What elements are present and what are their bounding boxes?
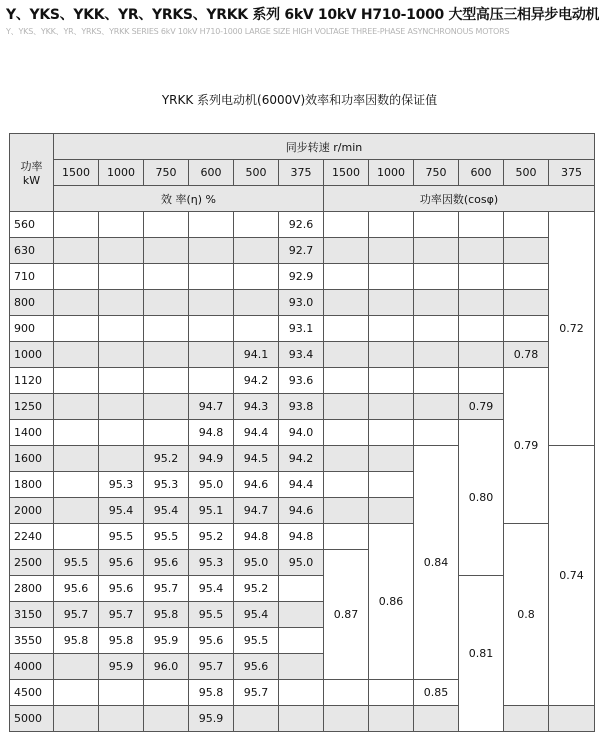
efficiency-cell: 95.8 [144, 602, 189, 628]
pf-speed-600: 600 [459, 160, 504, 186]
power-factor-cell [324, 472, 369, 498]
page-header [6, 4, 599, 37]
table-row [10, 316, 595, 342]
power-factor-cell [369, 342, 414, 368]
efficiency-cell [189, 368, 234, 394]
efficiency-cell [99, 342, 144, 368]
efficiency-cell: 95.8 [99, 628, 144, 654]
power-factor-cell: 0.85 [414, 680, 459, 706]
power-factor-cell [369, 680, 414, 706]
efficiency-cell: 95.5 [99, 524, 144, 550]
efficiency-cell: 95.9 [144, 628, 189, 654]
power-factor-cell [369, 394, 414, 420]
table-row [10, 368, 595, 394]
efficiency-cell [54, 654, 99, 680]
power-factor-cell [369, 212, 414, 238]
efficiency-cell: 95.4 [144, 498, 189, 524]
table-row [10, 524, 595, 550]
efficiency-cell: 95.6 [99, 550, 144, 576]
efficiency-cell: 95.6 [234, 654, 279, 680]
efficiency-cell [54, 290, 99, 316]
power-cell: 3550 [10, 628, 54, 654]
efficiency-cell [99, 368, 144, 394]
table-row [10, 290, 595, 316]
efficiency-cell: 95.5 [189, 602, 234, 628]
table-row [10, 706, 595, 732]
power-cell: 800 [10, 290, 54, 316]
efficiency-cell [99, 446, 144, 472]
power-factor-cell [369, 290, 414, 316]
efficiency-cell: 95.8 [189, 680, 234, 706]
power-factor-cell [324, 342, 369, 368]
efficiency-cell: 93.4 [279, 342, 324, 368]
power-factor-cell [414, 316, 459, 342]
power-factor-cell [324, 446, 369, 472]
power-cell: 1120 [10, 368, 54, 394]
efficiency-cell: 95.5 [234, 628, 279, 654]
efficiency-cell [189, 316, 234, 342]
efficiency-cell: 95.7 [99, 602, 144, 628]
eff-speed-750: 750 [144, 160, 189, 186]
efficiency-cell [99, 316, 144, 342]
power-factor-cell [324, 238, 369, 264]
efficiency-cell [144, 394, 189, 420]
power-factor-cell [414, 290, 459, 316]
efficiency-cell: 95.7 [54, 602, 99, 628]
efficiency-cell [279, 654, 324, 680]
efficiency-cell: 94.4 [234, 420, 279, 446]
power-factor-cell [369, 238, 414, 264]
power-factor-cell [504, 264, 549, 290]
pf-speed-1500: 1500 [324, 160, 369, 186]
efficiency-cell [144, 368, 189, 394]
power-factor-cell [549, 706, 595, 732]
efficiency-cell: 95.1 [189, 498, 234, 524]
power-factor-cell [459, 238, 504, 264]
power-factor-cell [324, 680, 369, 706]
pf-speed-500: 500 [504, 160, 549, 186]
power-factor-cell [324, 290, 369, 316]
power-factor-cell [369, 316, 414, 342]
power-factor-cell [414, 368, 459, 394]
power-factor-cell: 0.81 [459, 576, 504, 732]
efficiency-cell [54, 238, 99, 264]
efficiency-cell: 95.7 [189, 654, 234, 680]
efficiency-cell: 95.3 [99, 472, 144, 498]
efficiency-cell: 95.4 [234, 602, 279, 628]
efficiency-cell: 92.7 [279, 238, 324, 264]
efficiency-cell [144, 680, 189, 706]
efficiency-cell: 93.8 [279, 394, 324, 420]
efficiency-cell: 95.3 [144, 472, 189, 498]
pf-speed-1000: 1000 [369, 160, 414, 186]
power-cell: 3150 [10, 602, 54, 628]
efficiency-cell: 95.0 [279, 550, 324, 576]
efficiency-cell [279, 602, 324, 628]
efficiency-cell [99, 238, 144, 264]
efficiency-cell [54, 524, 99, 550]
efficiency-cell: 95.9 [189, 706, 234, 732]
power-factor-cell [324, 524, 369, 550]
power-factor-cell: 0.80 [459, 420, 504, 576]
efficiency-cell: 95.6 [54, 576, 99, 602]
efficiency-cell [144, 264, 189, 290]
power-factor-cell: 0.72 [549, 212, 595, 446]
power-factor-cell [369, 264, 414, 290]
efficiency-cell [189, 212, 234, 238]
efficiency-cell [54, 680, 99, 706]
power-factor-cell [459, 290, 504, 316]
efficiency-cell: 95.2 [234, 576, 279, 602]
efficiency-cell: 95.4 [189, 576, 234, 602]
efficiency-cell [234, 290, 279, 316]
efficiency-cell [189, 342, 234, 368]
power-factor-cell [459, 368, 504, 394]
power-factor-cell [414, 394, 459, 420]
efficiency-cell [234, 212, 279, 238]
efficiency-cell: 94.8 [279, 524, 324, 550]
efficiency-cell: 95.6 [144, 550, 189, 576]
power-factor-cell [459, 342, 504, 368]
efficiency-cell: 94.0 [279, 420, 324, 446]
efficiency-cell: 96.0 [144, 654, 189, 680]
efficiency-cell [54, 212, 99, 238]
power-cell: 5000 [10, 706, 54, 732]
efficiency-cell: 95.4 [99, 498, 144, 524]
power-cell: 630 [10, 238, 54, 264]
efficiency-cell [54, 420, 99, 446]
efficiency-cell [279, 576, 324, 602]
power-factor-cell [324, 212, 369, 238]
power-cell: 2240 [10, 524, 54, 550]
efficiency-cell [54, 264, 99, 290]
efficiency-cell: 95.7 [144, 576, 189, 602]
table-body [10, 212, 595, 732]
efficiency-cell: 94.8 [234, 524, 279, 550]
efficiency-cell: 93.1 [279, 316, 324, 342]
power-cell: 710 [10, 264, 54, 290]
efficiency-cell [54, 498, 99, 524]
efficiency-cell: 95.2 [144, 446, 189, 472]
efficiency-cell: 94.8 [189, 420, 234, 446]
efficiency-cell: 95.2 [189, 524, 234, 550]
efficiency-cell: 94.6 [234, 472, 279, 498]
efficiency-cell [99, 706, 144, 732]
table-row [10, 342, 595, 368]
power-factor-cell [369, 472, 414, 498]
efficiency-cell: 94.5 [234, 446, 279, 472]
efficiency-cell: 94.6 [279, 498, 324, 524]
table-caption: YRKK 系列电动机(6000V)效率和功率因数的保证值 [161, 93, 438, 107]
efficiency-cell [54, 394, 99, 420]
power-factor-cell [324, 420, 369, 446]
speed-row [10, 160, 595, 186]
power-factor-cell [369, 446, 414, 472]
power-cell: 1600 [10, 446, 54, 472]
efficiency-cell: 95.7 [234, 680, 279, 706]
power-cell: 4000 [10, 654, 54, 680]
power-factor-cell [324, 498, 369, 524]
power-cell: 1000 [10, 342, 54, 368]
efficiency-cell: 95.0 [234, 550, 279, 576]
table-row [10, 264, 595, 290]
efficiency-cell: 95.5 [54, 550, 99, 576]
power-factor-cell [414, 212, 459, 238]
power-cell: 1400 [10, 420, 54, 446]
efficiency-cell [189, 238, 234, 264]
efficiency-cell [144, 290, 189, 316]
efficiency-cell [189, 290, 234, 316]
power-factor-cell [504, 238, 549, 264]
efficiency-cell [144, 316, 189, 342]
efficiency-cell [99, 264, 144, 290]
eff-speed-500: 500 [234, 160, 279, 186]
power-unit-label: kW [22, 174, 41, 187]
power-cell: 4500 [10, 680, 54, 706]
power-factor-cell [324, 316, 369, 342]
efficiency-cell [144, 420, 189, 446]
efficiency-cell [234, 264, 279, 290]
page-subtitle: Y、YKS、YKK、YR、YRKS、YRKK SERIES 6kV 10kV H710-1000 LARGE SIZE HIGH VOLTAGE THREE-PHASE ASYNCHRONOUS MOTORS [6, 27, 510, 36]
efficiency-cell [99, 394, 144, 420]
efficiency-cell: 94.2 [234, 368, 279, 394]
efficiency-cell [99, 212, 144, 238]
power-cell: 2000 [10, 498, 54, 524]
efficiency-cell: 93.0 [279, 290, 324, 316]
power-factor-cell: 0.79 [504, 368, 549, 524]
efficiency-cell: 95.6 [99, 576, 144, 602]
efficiency-cell [144, 342, 189, 368]
efficiency-cell: 92.9 [279, 264, 324, 290]
speed-header: 同步转速 r/min [54, 134, 595, 160]
efficiency-cell [234, 316, 279, 342]
power-factor-cell [414, 420, 459, 446]
power-factor-cell [324, 368, 369, 394]
efficiency-power-factor-table [9, 133, 595, 732]
power-factor-cell: 0.79 [459, 394, 504, 420]
efficiency-cell [234, 238, 279, 264]
power-factor-cell [369, 706, 414, 732]
efficiency-cell [54, 446, 99, 472]
efficiency-cell: 95.6 [189, 628, 234, 654]
power-factor-cell [414, 706, 459, 732]
power-factor-cell [459, 264, 504, 290]
power-factor-cell [369, 368, 414, 394]
efficiency-cell [234, 706, 279, 732]
power-factor-cell [369, 498, 414, 524]
eff-speed-375: 375 [279, 160, 324, 186]
power-factor-cell [369, 420, 414, 446]
efficiency-cell: 95.3 [189, 550, 234, 576]
efficiency-cell [189, 264, 234, 290]
efficiency-cell: 94.7 [234, 498, 279, 524]
efficiency-cell [54, 368, 99, 394]
power-cell: 2800 [10, 576, 54, 602]
eff-speed-1500: 1500 [54, 160, 99, 186]
efficiency-cell: 94.1 [234, 342, 279, 368]
power-factor-cell [414, 238, 459, 264]
efficiency-cell: 95.5 [144, 524, 189, 550]
efficiency-cell [54, 342, 99, 368]
efficiency-cell [144, 212, 189, 238]
table-row [10, 212, 595, 238]
power-cell: 900 [10, 316, 54, 342]
power-factor-cell [414, 342, 459, 368]
power-factor-header: 功率因数(cosφ) [324, 186, 595, 212]
power-factor-cell: 0.8 [504, 524, 549, 706]
page-title: Y、YKS、YKK、YR、YRKS、YRKK 系列 6kV 10kV H710-1000 大型高压三相异步电动机 [6, 7, 599, 23]
power-factor-cell [459, 212, 504, 238]
table-row [10, 238, 595, 264]
power-factor-cell: 0.86 [369, 524, 414, 680]
power-factor-cell: 0.87 [324, 550, 369, 680]
efficiency-cell [54, 472, 99, 498]
efficiency-cell [279, 628, 324, 654]
eff-speed-1000: 1000 [99, 160, 144, 186]
efficiency-cell: 93.6 [279, 368, 324, 394]
pf-speed-750: 750 [414, 160, 459, 186]
efficiency-cell: 95.8 [54, 628, 99, 654]
efficiency-cell: 95.0 [189, 472, 234, 498]
efficiency-cell [54, 706, 99, 732]
power-cell: 1800 [10, 472, 54, 498]
power-factor-cell [414, 264, 459, 290]
efficiency-cell [99, 680, 144, 706]
efficiency-cell [279, 680, 324, 706]
power-factor-cell [324, 394, 369, 420]
efficiency-cell [99, 420, 144, 446]
power-header-cell [10, 134, 54, 212]
power-factor-cell [504, 316, 549, 342]
power-factor-cell [504, 212, 549, 238]
efficiency-cell [99, 290, 144, 316]
efficiency-cell: 94.9 [189, 446, 234, 472]
efficiency-cell: 94.3 [234, 394, 279, 420]
power-factor-cell [459, 316, 504, 342]
power-factor-cell: 0.74 [549, 446, 595, 706]
efficiency-header: 效 率(η) % [54, 186, 324, 212]
power-factor-cell [504, 290, 549, 316]
efficiency-cell: 94.2 [279, 446, 324, 472]
efficiency-cell [144, 706, 189, 732]
power-factor-cell [504, 706, 549, 732]
power-cell: 2500 [10, 550, 54, 576]
efficiency-cell: 92.6 [279, 212, 324, 238]
efficiency-cell [144, 238, 189, 264]
power-factor-cell [324, 264, 369, 290]
power-header-label: 功率 [20, 160, 43, 173]
power-cell: 560 [10, 212, 54, 238]
power-factor-cell: 0.78 [504, 342, 549, 368]
efficiency-cell: 94.7 [189, 394, 234, 420]
power-cell: 1250 [10, 394, 54, 420]
pf-speed-375: 375 [549, 160, 595, 186]
efficiency-cell: 94.4 [279, 472, 324, 498]
efficiency-cell: 95.9 [99, 654, 144, 680]
eff-speed-600: 600 [189, 160, 234, 186]
power-factor-cell [324, 706, 369, 732]
power-factor-cell: 0.84 [414, 446, 459, 680]
efficiency-cell [279, 706, 324, 732]
efficiency-cell [54, 316, 99, 342]
